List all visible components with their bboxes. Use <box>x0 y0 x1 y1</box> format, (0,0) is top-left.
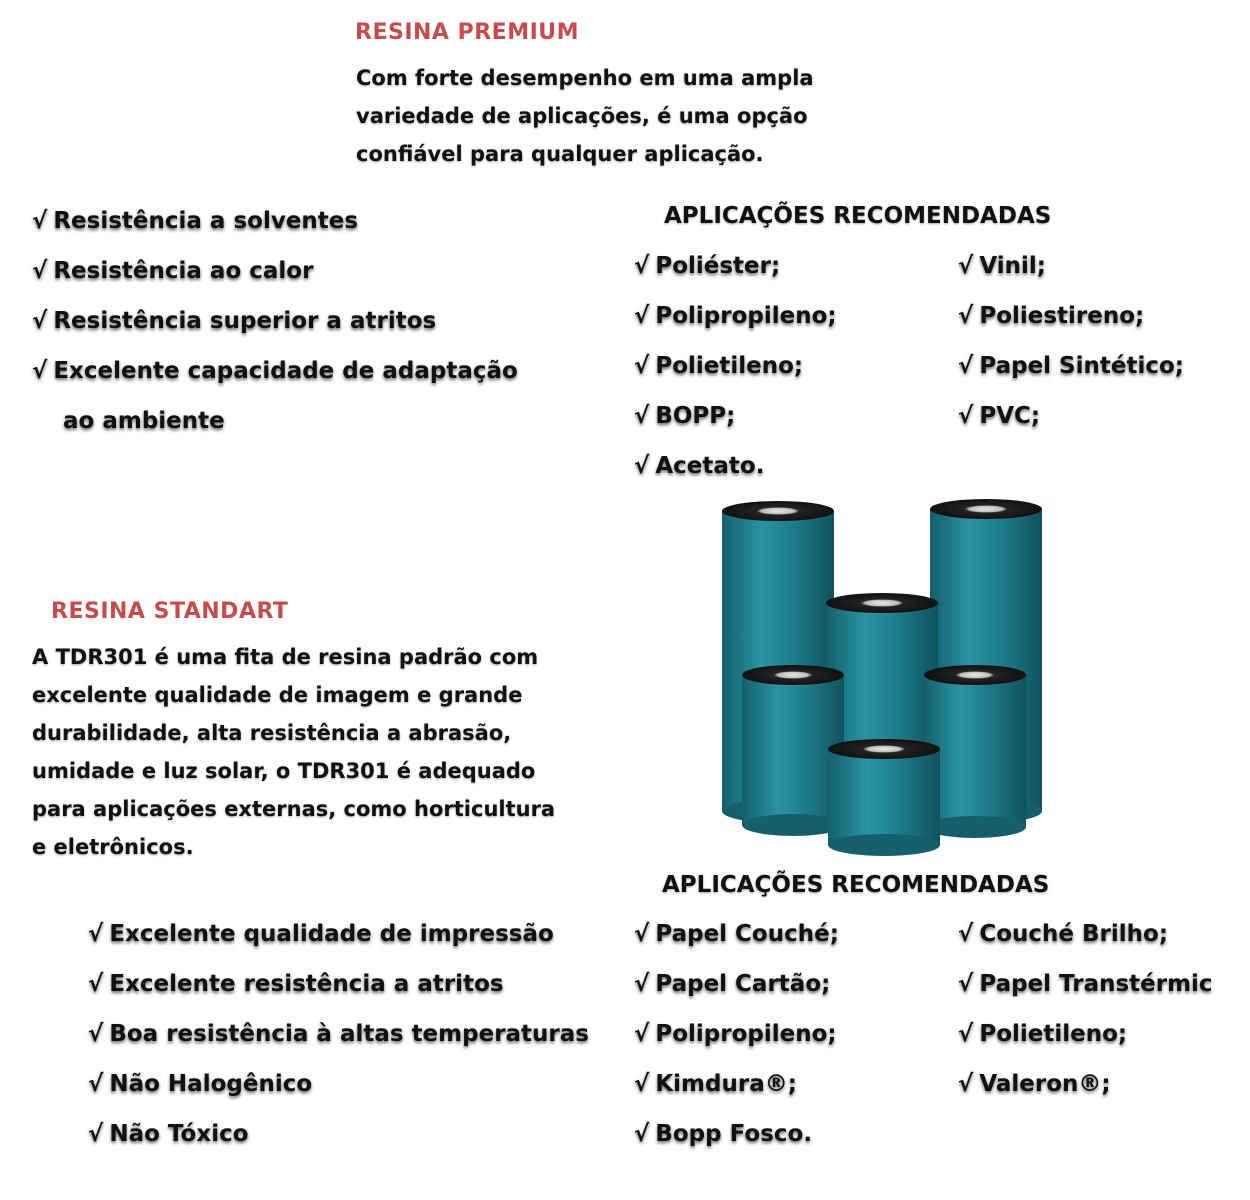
standart-description-line: A TDR301 é uma fita de resina padrão com <box>32 645 539 669</box>
standart-application-item <box>958 1021 1127 1047</box>
premium-applications-title: APLICAÇÕES RECOMENDADAS <box>664 203 1052 229</box>
standart-application-item <box>958 921 1168 947</box>
premium-application-label: Poliestireno; <box>979 303 1145 329</box>
standart-feature-label: Não Tóxico <box>109 1121 249 1147</box>
premium-feature-label: Resistência superior a atritos <box>53 308 437 334</box>
standart-application-label: Couché Brilho; <box>979 921 1169 947</box>
premium-application-item <box>634 453 764 479</box>
standart-feature-item <box>88 971 504 997</box>
check-icon: √ <box>958 253 974 279</box>
premium-description-line: confiável para qualquer aplicação. <box>356 142 764 166</box>
check-icon: √ <box>958 353 974 379</box>
check-icon: √ <box>634 353 650 379</box>
premium-feature-label: Resistência a solventes <box>53 208 359 234</box>
premium-feature-continuation: ao ambiente <box>63 408 225 434</box>
check-icon: √ <box>32 358 48 384</box>
ribbon-rolls-image <box>700 495 1070 865</box>
premium-feature-item <box>32 358 518 384</box>
check-icon: √ <box>634 1021 650 1047</box>
check-icon: √ <box>88 1021 104 1047</box>
premium-application-item <box>634 303 837 329</box>
standart-application-label: Polipropileno; <box>655 1021 837 1047</box>
premium-feature-item <box>32 258 313 284</box>
premium-application-item <box>958 353 1184 379</box>
premium-application-label: BOPP; <box>655 403 736 429</box>
check-icon: √ <box>634 253 650 279</box>
premium-application-label: Acetato. <box>655 453 765 479</box>
check-icon: √ <box>88 1121 104 1147</box>
standart-description-line: umidade e luz solar, o TDR301 é adequado <box>32 759 536 783</box>
premium-title: RESINA PREMIUM <box>355 20 580 45</box>
premium-application-label: Vinil; <box>979 253 1046 279</box>
standart-application-label: Kimdura®; <box>655 1071 797 1097</box>
check-icon: √ <box>634 921 650 947</box>
standart-feature-label: Excelente resistência a atritos <box>109 971 504 997</box>
check-icon: √ <box>634 403 650 429</box>
premium-description-line: Com forte desempenho em uma ampla <box>356 66 814 90</box>
check-icon: √ <box>958 971 974 997</box>
standart-feature-item <box>88 1021 589 1047</box>
standart-application-label: Polietileno; <box>979 1021 1128 1047</box>
standart-applications-title: APLICAÇÕES RECOMENDADAS <box>662 872 1050 898</box>
premium-feature-label: Resistência ao calor <box>53 258 314 284</box>
check-icon: √ <box>32 308 48 334</box>
premium-application-item <box>958 303 1144 329</box>
premium-feature-item <box>32 208 358 234</box>
check-icon: √ <box>958 921 974 947</box>
check-icon: √ <box>958 1021 974 1047</box>
standart-feature-item <box>88 1121 249 1147</box>
premium-application-label: PVC; <box>979 403 1041 429</box>
check-icon: √ <box>958 403 974 429</box>
premium-application-label: Polietileno; <box>655 353 804 379</box>
premium-application-item <box>958 253 1046 279</box>
check-icon: √ <box>32 258 48 284</box>
check-icon: √ <box>88 971 104 997</box>
standart-application-label: Valeron®; <box>979 1071 1111 1097</box>
check-icon: √ <box>32 208 48 234</box>
standart-application-item <box>634 1071 797 1097</box>
standart-application-label: Papel Couché; <box>655 921 839 947</box>
premium-application-label: Polipropileno; <box>655 303 837 329</box>
standart-application-label: Papel Transtérmic <box>979 971 1213 997</box>
premium-application-label: Poliéster; <box>655 253 781 279</box>
standart-feature-label: Não Halogênico <box>109 1071 313 1097</box>
standart-application-item <box>958 971 1250 997</box>
ribbon-roll <box>828 739 940 856</box>
premium-application-item <box>634 253 780 279</box>
standart-feature-item <box>88 921 554 947</box>
premium-description-line: variedade de aplicações, é uma opção <box>356 104 808 128</box>
standart-application-item <box>958 1071 1111 1097</box>
premium-feature-label: Excelente capacidade de adaptação <box>53 358 518 384</box>
standart-description-line: durabilidade, alta resistência a abrasão, <box>32 721 512 745</box>
premium-feature-item <box>32 308 436 334</box>
check-icon: √ <box>634 1071 650 1097</box>
standart-application-label: Bopp Fosco. <box>655 1121 813 1147</box>
check-icon: √ <box>634 1121 650 1147</box>
check-icon: √ <box>634 971 650 997</box>
premium-application-item <box>634 403 735 429</box>
check-icon: √ <box>958 303 974 329</box>
standart-application-label: Papel Cartão; <box>655 971 831 997</box>
standart-application-item <box>634 1021 837 1047</box>
standart-title: RESINA STANDART <box>51 599 289 624</box>
premium-description <box>356 59 814 173</box>
standart-application-item <box>634 1121 812 1147</box>
premium-application-item <box>634 353 803 379</box>
check-icon: √ <box>958 1071 974 1097</box>
check-icon: √ <box>88 921 104 947</box>
standart-description-line: excelente qualidade de imagem e grande <box>32 683 523 707</box>
standart-feature-label: Boa resistência à altas temperaturas <box>109 1021 589 1047</box>
standart-feature-item <box>88 1071 312 1097</box>
standart-application-item <box>634 921 839 947</box>
standart-description-line: e eletrônicos. <box>32 835 194 859</box>
check-icon: √ <box>634 303 650 329</box>
standart-application-item <box>634 971 830 997</box>
premium-application-label: Papel Sintético; <box>979 353 1184 379</box>
standart-feature-label: Excelente qualidade de impressão <box>109 921 554 947</box>
check-icon: √ <box>88 1071 104 1097</box>
premium-application-item <box>958 403 1040 429</box>
check-icon: √ <box>634 453 650 479</box>
standart-description <box>32 638 555 866</box>
standart-description-line: para aplicações externas, como horticultura <box>32 797 556 821</box>
